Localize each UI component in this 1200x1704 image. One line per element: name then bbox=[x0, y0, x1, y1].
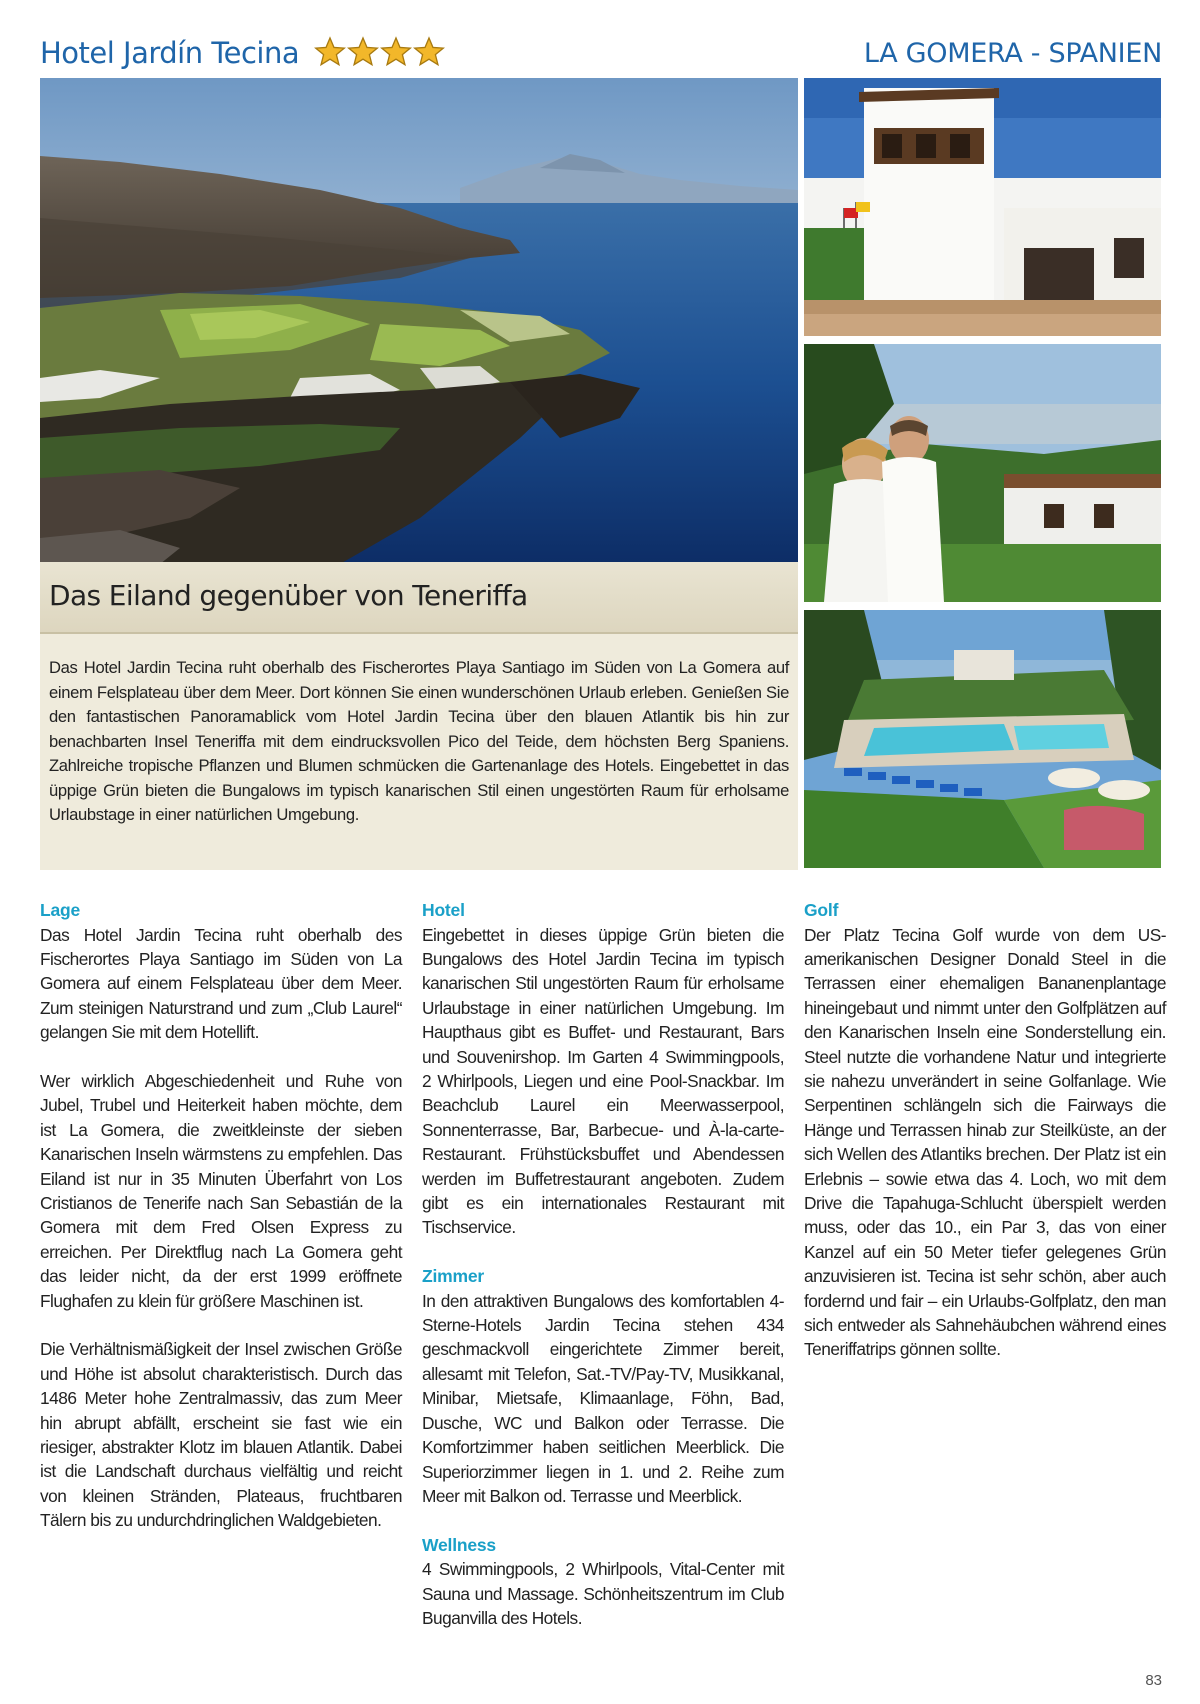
star-rating bbox=[314, 36, 445, 68]
section-title-lage: Lage bbox=[40, 900, 81, 920]
section-title-wellness: Wellness bbox=[422, 1534, 496, 1555]
hotel-title: Hotel Jardín Tecina bbox=[40, 36, 300, 70]
main-aerial-photo bbox=[40, 78, 798, 564]
region-title: LA GOMERA - SPANIEN bbox=[863, 38, 1162, 69]
column-lage bbox=[40, 898, 402, 1533]
lage-paragraph: Die Verhältnismäßigkeit der Insel zwischen Größe und Höhe ist absolut charakteristisch. Durch das 1486 Meter hohe Zentralmassiv, das zum Meer hin abrupt abfällt, erscheint sie fast wie ein riesiger, abstrakter Klotz im blauen Atlantik. Dabei ist die Landschaft durchaus vielfältig und reicht von kleinen Stränden, Plateaus, fruchtbaren Tälern bis zu undurchdringlichen Waldgebieten. bbox=[40, 1339, 402, 1531]
zimmer-paragraph: In den attraktiven Bungalows des komfortablen 4-Sterne-Hotels Jardin Tecina stehen 434 geschmackvoll eingerichtete Zimmer bereit, allesamt mit Telefon, Sat.-TV/Pay-TV, Musikkanal, Minibar, Mietsafe, Klimaanlage, Föhn, Bad, Dusche, WC und Balkon oder Terrasse. Die Komfortzimmer haben seitlichen Meerblick. Die Superiorzimmer liegen in 1. und 2. Reihe zum Meer mit Balkon od. Terrasse und Meerblick. bbox=[422, 1290, 784, 1506]
intro-heading-bar bbox=[40, 562, 798, 634]
star-icon bbox=[347, 36, 379, 68]
star-icon bbox=[413, 36, 445, 68]
golf-paragraph: Der Platz Tecina Golf wurde von dem US-amerikanischen Designer Donald Steel in die Terrassen einer ehemaligen Bananenplantage hineingebaut und nimmt unter den Golfplätzen auf den Kanarischen Inseln eine Sonderstellung ein. Steel nutzte die vorhandene Natur und integrierte sie nahezu unverändert in seine Golfanlage. Wie Serpentinen schlängeln sich die Fairways die Hänge und Terrassen hinab zur Steilküste, an der sich Wellen des Atlantiks brechen. Der Platz ist ein Erlebnis – sowie etwa das 4. Loch, wo mit dem Drive die Tapahuga-Schlucht überspielt werden muss, oder das 10., ein Par 3, das von einer Kanzel auf ein 50 Meter tiefer gelegenes Grün anzuvisieren ist. Tecina ist sehr schön, aber auch fordernd und fair – ein Urlaubs-Golfplatz, den man sich entweder als Sahnehäubchen während eines Teneriffatrips gönnen sollte. bbox=[804, 924, 1166, 1360]
intro-text: Das Hotel Jardin Tecina ruht oberhalb des Fischerortes Playa Santiago im Süden von La Gomera auf einem Felsplateau über dem Meer. Dort können Sie einen wunderschönen Urlaub erleben. Genießen Sie den fantastischen Panoramablick vom Hotel Jardin Tecina über den blauen Atlantik bis hin zur benachbarten Insel Teneriffa mit dem eindrucksvollen Pico del Teide, dem höchsten Berg Spaniens. Zahlreiche tropische Pflanzen und Blumen schmücken die Gartenanlage des Hotels. Eingebettet in das üppige Grün bieten die Bungalows im typisch kanarischen Stil einen ungestörten Raum für erholsame Urlaubstage in einer natürlichen Umgebung. bbox=[49, 658, 789, 824]
lage-paragraph: Das Hotel Jardin Tecina ruht oberhalb des Fischerortes Playa Santiago im Süden von La Gomera auf einem Felsplateau über dem Meer. Zum steinigen Naturstrand und zum „Club Laurel“ gelangen Sie mit dem Hotellift. bbox=[40, 924, 402, 1043]
hotel-paragraph: Eingebettet in dieses üppige Grün bieten die Bungalows des Hotel Jardin Tecina im typisch kanarischen Stil ungestörten Raum für erholsame Urlaubstage in einer natürlichen Umgebung. Im Haupthaus gibt es Buffet- und Restaurant, Bars und Souvenirshop. Im Garten 4 Swimmingpools, 2 Whirlpools, Liegen und eine Pool-Snackbar. Im Beachclub Laurel ein Meerwasserpool, Sonnenterrasse, Bar, Barbecue- und À-la-carte-Restaurant. Frühstücksbuffet und Abendessen werden im Buffetrestaurant angeboten. Zudem gibt es ein internationales Restaurant mit Tischservice. bbox=[422, 924, 784, 1238]
star-icon bbox=[314, 36, 346, 68]
section-title-zimmer: Zimmer bbox=[422, 1266, 485, 1287]
column-hotel bbox=[422, 898, 784, 1630]
couple-garden-photo bbox=[804, 344, 1161, 602]
section-title-hotel: Hotel bbox=[422, 900, 465, 920]
lage-paragraph: Wer wirklich Abgeschiedenheit und Ruhe von Jubel, Trubel und Heiterkeit haben möchte, dem ist La Gomera, die zweitkleinste der sieben Kanarischen Inseln wärmstens zu empfehlen. Das Eiland ist nur in 35 Minuten Überfahrt von Los Cristianos de Tenerife nach San Sebastián de la Gomera mit dem Fred Olsen Express zu erreichen. Per Direktflug nach La Gomera geht das leider nicht, da der erst 1999 eröffnete Flughafen zu klein für größere Maschinen ist. bbox=[40, 1070, 402, 1311]
pool-area-photo bbox=[804, 610, 1161, 868]
intro-heading: Das Eiland gegenüber von Teneriffa bbox=[49, 579, 528, 612]
column-golf bbox=[804, 898, 1166, 1362]
page-number: 83 bbox=[1145, 1672, 1162, 1689]
section-title-golf: Golf bbox=[804, 900, 839, 920]
intro-box bbox=[40, 634, 798, 870]
wellness-paragraph: 4 Swimmingpools, 2 Whirlpools, Vital-Center mit Sauna und Massage. Schönheitszentrum im Club Buganvilla des Hotels. bbox=[422, 1559, 784, 1629]
star-icon bbox=[380, 36, 412, 68]
hotel-building-photo bbox=[804, 78, 1161, 336]
